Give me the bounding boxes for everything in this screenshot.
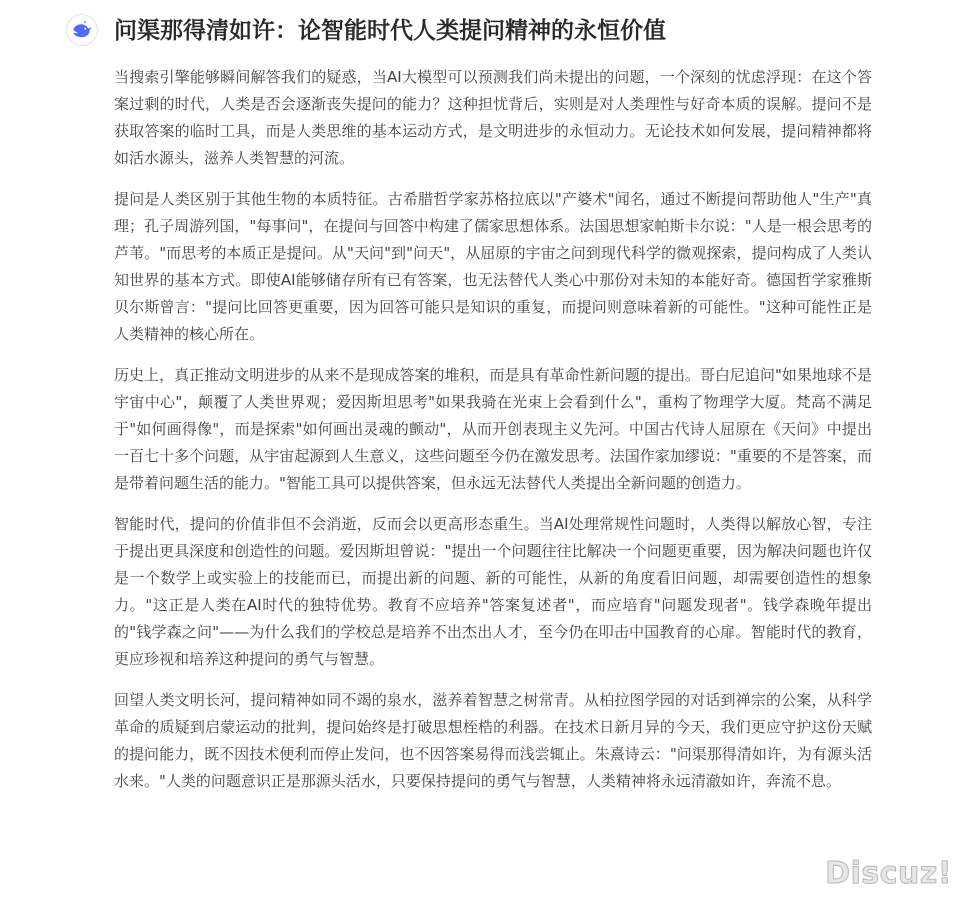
answer-title: 问渠那得清如许：论智能时代人类提问精神的永恒价值 [114,18,666,44]
assistant-avatar [66,14,98,46]
answer-body [114,64,872,809]
answer-paragraph-3: 历史上，真正推动文明进步的从来不是现成答案的堆积，而是具有革命性新问题的提出。哥白尼追问"如果地球不是宇宙中心"，颠覆了人类世界观；爱因斯坦思考"如果我骑在光束上会看到什么"，重构了物理学大厦。梵高不满足于"如何画得像"，而是探索"如何画出灵魂的颤动"，从而开创表现主义先河。中国古代诗人屈原在《天问》中提出一百七十多个问题，从宇宙起源到人生意义，这些问题至今仍在激发思考。法国作家加缪说："重要的不是答案，而是带着问题生活的能力。"智能工具可以提供答案，但永远无法替代人类提出全新问题的创造力。 [114,366,872,492]
answer-paragraph-4: 智能时代，提问的价值非但不会消逝，反而会以更高形态重生。当AI处理常规性问题时，人类得以解放心智，专注于提出更具深度和创造性的问题。爱因斯坦曾说："提出一个问题往往比解决一个问题更重要，因为解决问题也许仅是一个数学上或实验上的技能而已，而提出新的问题、新的可能性，从新的角度看旧问题，却需要创造性的想象力。"这正是人类在AI时代的独特优势。教育不应培养"答案复述者"，而应培育"问题发现者"。钱学森晚年提出的"钱学森之问"——为什么我们的学校总是培养不出杰出人才，至今仍在叩击中国教育的心扉。智能时代的教育，更应珍视和培养这种提问的勇气与智慧。 [114,515,872,668]
answer-paragraph-2: 提问是人类区别于其他生物的本质特征。古希腊哲学家苏格拉底以"产婆术"闻名，通过不断提问帮助他人"生产"真理；孔子周游列国，"每事问"，在提问与回答中构建了儒家思想体系。法国思想家帕斯卡尔说："人是一根会思考的芦苇。"而思考的本质正是提问。从"天问"到"问天"，从屈原的宇宙之问到现代科学的微观探索，提问构成了人类认知世界的基本方式。即使AI能够储存所有已有答案，也无法替代人类心中那份对未知的本能好奇。德国哲学家雅斯贝尔斯曾言："提问比回答更重要，因为回答可能只是知识的重复，而提问则意味着新的可能性。"这种可能性正是人类精神的核心所在。 [114,190,872,343]
discuz-watermark: Discuz! [825,856,952,891]
answer-paragraph-1: 当搜索引擎能够瞬间解答我们的疑惑，当AI大模型可以预测我们尚未提出的问题，一个深刻的忧虑浮现：在这个答案过剩的时代，人类是否会逐渐丧失提问的能力？这种担忧背后，实则是对人类理性与好奇本质的误解。提问不是获取答案的临时工具，而是人类思维的基本运动方式，是文明进步的永恒动力。无论技术如何发展，提问精神都将如活水源头，滋养人类智慧的河流。 [114,68,872,167]
whale-logo-icon [71,19,93,41]
answer-paragraph-5: 回望人类文明长河，提问精神如同不竭的泉水，滋养着智慧之树常青。从柏拉图学园的对话到禅宗的公案，从科学革命的质疑到启蒙运动的批判，提问始终是打破思想桎梏的利器。在技术日新月异的今天，我们更应守护这份天赋的提问能力，既不因技术便利而停止发问，也不因答案易得而浅尝辄止。朱熹诗云："问渠那得清如许，为有源头活水来。"人类的问题意识正是那源头活水，只要保持提问的勇气与智慧，人类精神将永远清澈如许，奔流不息。 [114,691,872,790]
